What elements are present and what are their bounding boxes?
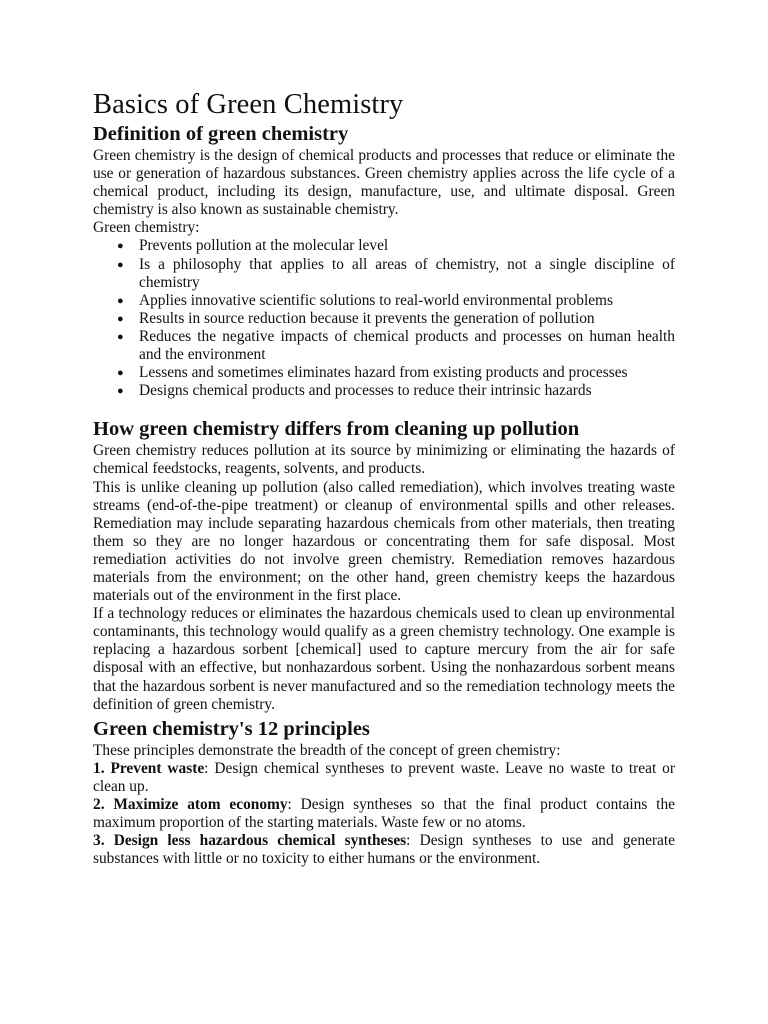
principles-intro: These principles demonstrate the breadth of the concept of green chemistry:: [93, 741, 561, 759]
list-item: ● Results in source reduction because it prevents the generation of pollution: [117, 309, 595, 327]
bullet-icon: ●: [117, 330, 124, 343]
bullet-icon: ●: [117, 385, 124, 398]
definition-list-intro: Green chemistry:: [93, 219, 200, 237]
list-item: ● Applies innovative scientific solutions to real-world environmental problems: [117, 291, 614, 309]
principle-text: : Design chemical syntheses to prevent waste. Leave no waste to treat or clean up.: [93, 759, 675, 795]
principle-text: : Design syntheses to use and generate substances with little or no toxicity to either humans or the environment.: [93, 832, 675, 868]
bullet-icon: ●: [117, 240, 124, 253]
differs-paragraph-3: If a technology reduces or eliminates the hazardous chemicals used to clean up environmental contaminants, this technology would qualify as a green chemistry technology. One example is replacing a hazardous sorbent [chemical] used to capture mercury from the air for safe disposal with an effective, but nonhazardous sorbent. Using the nonhazardous sorbent means that the hazardous sorbent is never manufactured and so the remediation technology meets the definition of green chemistry.: [93, 605, 675, 713]
list-item: ● Reduces the negative impacts of chemical products and processes on human health and the environment: [117, 327, 675, 364]
bullet-icon: ●: [117, 258, 124, 271]
principle-item: [93, 796, 675, 832]
bullet-icon: ●: [117, 312, 124, 325]
differs-heading: How green chemistry differs from cleaning up pollution: [93, 418, 580, 441]
principle-text: : Design syntheses so that the final product contains the maximum proportion of the starting materials. Waste few or no atoms.: [93, 796, 675, 832]
definition-paragraph: Green chemistry is the design of chemical products and processes that reduce or eliminate the use or generation of hazardous substances. Green chemistry applies across the life cycle of a chemical product, including its design, manufacture, use, and ultimate disposal. Green chemistry is also known as sustainable chemistry.: [93, 147, 675, 219]
list-item: ● Is a philosophy that applies to all areas of chemistry, not a single discipline of chemistry: [117, 255, 675, 291]
list-item: ● Lessens and sometimes eliminates hazard from existing products and processes: [117, 364, 628, 382]
list-item: ● Prevents pollution at the molecular level: [117, 237, 389, 255]
bullet-icon: ●: [117, 367, 124, 380]
principle-item: [93, 760, 675, 796]
definition-bullet-list: [93, 237, 675, 400]
bullet-icon: ●: [117, 294, 124, 307]
definition-heading: Definition of green chemistry: [93, 123, 349, 145]
differs-paragraph-1: Green chemistry reduces pollution at its source by minimizing or eliminating the hazards of chemical feedstocks, reagents, solvents, and products.: [93, 442, 675, 478]
principle-title: 2. Maximize atom economy: [93, 796, 288, 813]
principles-heading: Green chemistry's 12 principles: [93, 717, 370, 740]
principle-item: [93, 832, 675, 868]
principle-title: 1. Prevent waste: [93, 759, 205, 777]
document-title: Basics of Green Chemistry: [93, 89, 404, 120]
differs-paragraph-2: This is unlike cleaning up pollution (also called remediation), which involves treating waste streams (end-of-the-pipe treatment) or cleanup of environmental spills and other releases. Remediation may include separating hazardous chemicals from other materials, then treating them so they are no longer hazardous or concentrating them for safe disposal. Most remediation activities do not involve green chemistry. Remediation removes hazardous materials from the environment; on the other hand, green chemistry keeps the hazardous materials out of the environment in the first place.: [93, 478, 675, 605]
principle-title: 3. Design less hazardous chemical syntheses: [93, 832, 407, 850]
list-item: ● Designs chemical products and processes to reduce their intrinsic hazards: [117, 382, 592, 400]
document-page: [93, 88, 675, 868]
